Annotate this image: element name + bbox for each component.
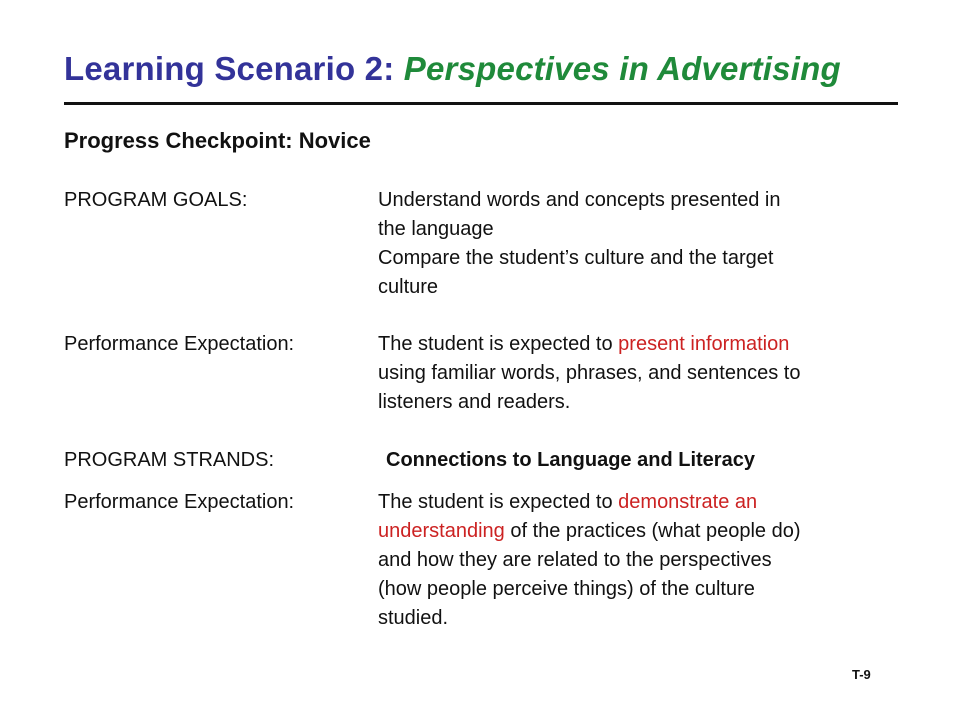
performance-2-line-2 <box>378 517 898 546</box>
program-goals-line: Compare the student’s culture and the target <box>378 247 774 269</box>
program-strands-label: PROGRAM STRANDS: <box>64 449 275 471</box>
performance-1-line-2: using familiar words, phrases, and sentences to <box>378 362 801 384</box>
performance-expectation-1-label: Performance Expectation: <box>64 333 295 355</box>
performance-1-highlight: present information <box>618 333 790 355</box>
program-goals-line: the language <box>378 218 494 240</box>
performance-2-line-1 <box>378 488 898 517</box>
performance-1-text-start: The student is expected to <box>378 333 619 355</box>
performance-expectation-2-label: Performance Expectation: <box>64 491 295 513</box>
performance-2-line-5: studied. <box>378 607 449 629</box>
performance-1-line-1 <box>378 330 898 359</box>
program-goals-label: PROGRAM GOALS: <box>64 189 248 211</box>
performance-2-highlight-1: demonstrate an <box>618 491 758 513</box>
performance-expectation-2-text <box>378 488 898 633</box>
performance-2-text-rest: of the practices (what people do) <box>504 520 801 542</box>
performance-2-line-4: (how people perceive things) of the culture <box>378 578 755 600</box>
page-number: T-9 <box>852 667 871 682</box>
title-main: Learning Scenario 2: <box>64 50 404 87</box>
performance-2-text-start: The student is expected to <box>378 491 619 513</box>
performance-2-highlight-2: understanding <box>378 520 505 542</box>
program-strands-value: Connections to Language and Literacy <box>386 449 755 471</box>
slide-title <box>64 50 841 88</box>
program-goals-line: culture <box>378 276 439 298</box>
progress-checkpoint-heading: Progress Checkpoint: Novice <box>64 128 371 153</box>
program-goals-text <box>378 186 898 302</box>
title-subtitle: Perspectives in Advertising <box>403 50 841 87</box>
title-divider <box>64 102 898 105</box>
performance-2-line-3: and how they are related to the perspectives <box>378 549 772 571</box>
program-goals-line: Understand words and concepts presented in <box>378 189 781 211</box>
program-strands-value-wrap <box>378 446 898 475</box>
performance-1-line-3: listeners and readers. <box>378 391 571 413</box>
performance-expectation-1-text <box>378 330 898 417</box>
